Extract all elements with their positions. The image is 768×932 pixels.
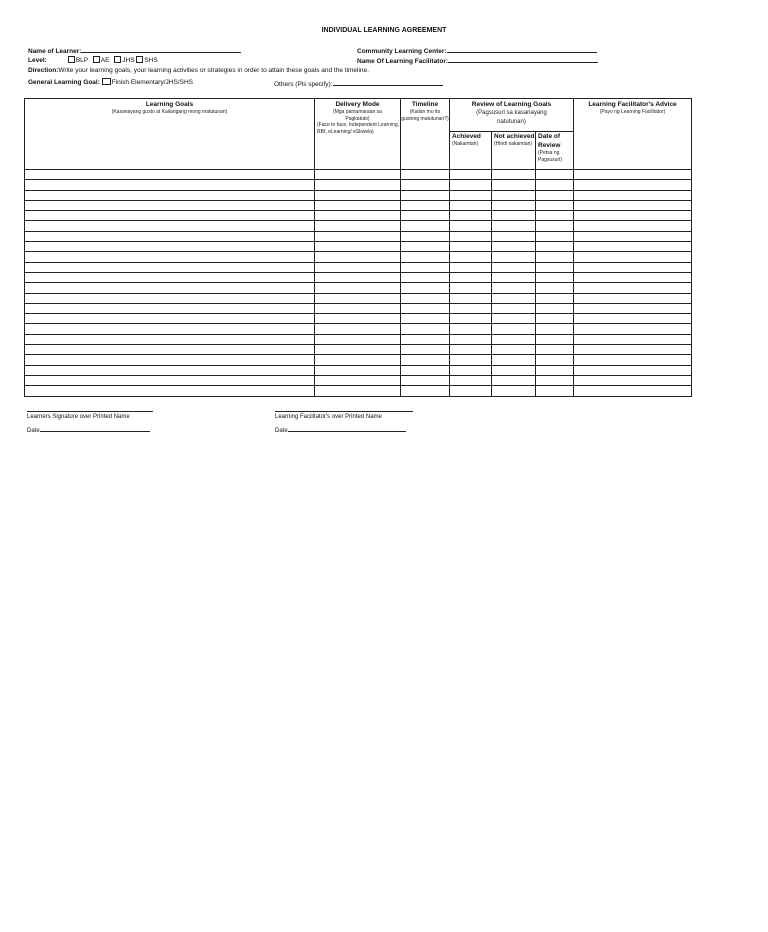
table-cell[interactable] bbox=[450, 283, 492, 293]
level-option-jhs: JHS bbox=[122, 57, 135, 64]
table-cell[interactable] bbox=[574, 324, 692, 334]
clc-field[interactable] bbox=[447, 46, 597, 53]
table-cell[interactable] bbox=[450, 231, 492, 241]
table-cell[interactable] bbox=[492, 283, 536, 293]
table-cell[interactable] bbox=[450, 242, 492, 252]
col-header-learning-goals bbox=[25, 99, 315, 170]
not-achieved-heading: Not achieved bbox=[494, 133, 535, 140]
table-cell[interactable] bbox=[536, 324, 574, 334]
table-cell[interactable] bbox=[450, 180, 492, 190]
table-cell[interactable] bbox=[450, 252, 492, 262]
table-cell[interactable] bbox=[536, 170, 574, 180]
table-cell[interactable] bbox=[492, 231, 536, 241]
timeline-heading: Timeline bbox=[411, 101, 439, 108]
advice-heading: Learning Facilitator's Advice bbox=[588, 101, 677, 108]
table-cell[interactable] bbox=[536, 345, 574, 355]
table-cell[interactable] bbox=[315, 365, 401, 375]
table-cell[interactable] bbox=[536, 242, 574, 252]
others-label: Others (Pls specify): bbox=[274, 81, 333, 88]
table-cell[interactable] bbox=[315, 324, 401, 334]
table-cell[interactable] bbox=[401, 345, 450, 355]
table-cell[interactable] bbox=[574, 334, 692, 344]
not-achieved-subheading: (Hindi nakamtan) bbox=[494, 141, 533, 147]
table-cell[interactable] bbox=[401, 314, 450, 324]
table-cell[interactable] bbox=[536, 190, 574, 200]
table-row bbox=[25, 314, 692, 324]
table-cell[interactable] bbox=[25, 211, 315, 221]
table-row bbox=[25, 180, 692, 190]
timeline-subheading: (Kailan mo ito gustong matutunan?) bbox=[401, 109, 449, 122]
table-cell[interactable] bbox=[574, 283, 692, 293]
table-row bbox=[25, 283, 692, 293]
direction-text: Write your learning goals, your learning activities or strategies in order to attain these goals and the timeline. bbox=[58, 67, 369, 74]
table-cell[interactable] bbox=[450, 375, 492, 385]
table-cell[interactable] bbox=[315, 170, 401, 180]
table-cell[interactable] bbox=[536, 375, 574, 385]
learning-goals-subheading: (Kasanayang gusto at Kailangang mong matutunan) bbox=[111, 109, 228, 115]
table-cell[interactable] bbox=[574, 365, 692, 375]
table-row bbox=[25, 375, 692, 385]
table-cell[interactable] bbox=[25, 200, 315, 210]
table-cell[interactable] bbox=[450, 365, 492, 375]
table-cell[interactable] bbox=[315, 293, 401, 303]
table-row bbox=[25, 334, 692, 344]
facilitator-row bbox=[357, 56, 598, 65]
table-cell[interactable] bbox=[574, 211, 692, 221]
table-cell[interactable] bbox=[450, 262, 492, 272]
table-cell[interactable] bbox=[25, 365, 315, 375]
table-row bbox=[25, 170, 692, 180]
table-cell[interactable] bbox=[25, 324, 315, 334]
table-cell[interactable] bbox=[450, 200, 492, 210]
table-cell[interactable] bbox=[401, 180, 450, 190]
table-cell[interactable] bbox=[401, 375, 450, 385]
table-cell[interactable] bbox=[536, 334, 574, 344]
table-cell[interactable] bbox=[450, 345, 492, 355]
table-cell[interactable] bbox=[536, 365, 574, 375]
table-cell[interactable] bbox=[450, 211, 492, 221]
table-cell[interactable] bbox=[574, 314, 692, 324]
table-cell[interactable] bbox=[574, 293, 692, 303]
table-cell[interactable] bbox=[25, 252, 315, 262]
learner-signature-line bbox=[27, 411, 153, 412]
table-cell[interactable] bbox=[536, 283, 574, 293]
table-row bbox=[25, 200, 692, 210]
learning-agreement-table bbox=[24, 98, 692, 397]
table-cell[interactable] bbox=[401, 231, 450, 241]
achieved-subheading: (Nakamtan) bbox=[452, 141, 479, 147]
table-cell[interactable] bbox=[536, 355, 574, 365]
table-cell[interactable] bbox=[492, 190, 536, 200]
table-cell[interactable] bbox=[401, 221, 450, 231]
table-cell[interactable] bbox=[450, 221, 492, 231]
level-checkbox-blp[interactable] bbox=[68, 56, 75, 63]
facilitator-label: Name Of Learning Facilitator: bbox=[357, 58, 449, 65]
table-row bbox=[25, 365, 692, 375]
table-cell[interactable] bbox=[315, 252, 401, 262]
learner-date-field[interactable] bbox=[40, 425, 150, 432]
table-row bbox=[25, 355, 692, 365]
direction-label: Direction: bbox=[28, 67, 59, 74]
others-field[interactable] bbox=[333, 79, 443, 86]
table-cell[interactable] bbox=[492, 293, 536, 303]
table-cell[interactable] bbox=[450, 314, 492, 324]
table-cell[interactable] bbox=[315, 283, 401, 293]
table-cell[interactable] bbox=[25, 293, 315, 303]
table-row bbox=[25, 303, 692, 313]
table-cell[interactable] bbox=[315, 375, 401, 385]
table-cell[interactable] bbox=[315, 334, 401, 344]
table-cell[interactable] bbox=[450, 334, 492, 344]
table-cell[interactable] bbox=[536, 272, 574, 282]
table-cell[interactable] bbox=[25, 345, 315, 355]
delivery-mode-subheading: (Mga pamamaraan sa Pagkatuto) bbox=[333, 109, 382, 122]
col-header-date-review bbox=[536, 132, 574, 170]
table-cell[interactable] bbox=[492, 170, 536, 180]
table-cell[interactable] bbox=[536, 211, 574, 221]
table-row bbox=[25, 262, 692, 272]
col-header-achieved bbox=[450, 132, 492, 170]
table-cell[interactable] bbox=[450, 355, 492, 365]
table-cell[interactable] bbox=[536, 231, 574, 241]
facilitator-date-field[interactable] bbox=[288, 425, 406, 432]
table-cell[interactable] bbox=[401, 365, 450, 375]
table-cell[interactable] bbox=[492, 375, 536, 385]
table-cell[interactable] bbox=[492, 200, 536, 210]
table-cell[interactable] bbox=[574, 272, 692, 282]
table-cell[interactable] bbox=[25, 283, 315, 293]
table-cell[interactable] bbox=[536, 180, 574, 190]
direction-row bbox=[28, 67, 369, 74]
table-cell[interactable] bbox=[492, 211, 536, 221]
table-cell[interactable] bbox=[492, 303, 536, 313]
table-cell[interactable] bbox=[574, 190, 692, 200]
learning-goals-heading: Learning Goals bbox=[145, 101, 194, 108]
table-cell[interactable] bbox=[574, 170, 692, 180]
col-header-delivery-mode bbox=[315, 99, 401, 170]
table-cell[interactable] bbox=[25, 242, 315, 252]
table-cell[interactable] bbox=[401, 211, 450, 221]
table-cell[interactable] bbox=[574, 355, 692, 365]
table-cell[interactable] bbox=[315, 272, 401, 282]
table-cell[interactable] bbox=[315, 345, 401, 355]
col-header-timeline bbox=[401, 99, 450, 170]
table-cell[interactable] bbox=[315, 231, 401, 241]
table-cell[interactable] bbox=[401, 386, 450, 396]
table-cell[interactable] bbox=[315, 190, 401, 200]
level-label: Level: bbox=[28, 57, 47, 64]
table-cell[interactable] bbox=[401, 242, 450, 252]
table-cell[interactable] bbox=[401, 252, 450, 262]
review-heading: Review of Learning Goals bbox=[471, 101, 552, 108]
table-cell[interactable] bbox=[492, 386, 536, 396]
table-cell[interactable] bbox=[25, 190, 315, 200]
table-cell[interactable] bbox=[25, 303, 315, 313]
table-cell[interactable] bbox=[450, 190, 492, 200]
table-cell[interactable] bbox=[315, 314, 401, 324]
table-cell[interactable] bbox=[25, 170, 315, 180]
clc-row bbox=[357, 46, 597, 55]
level-option-ae: AE bbox=[100, 57, 110, 64]
table-cell[interactable] bbox=[401, 190, 450, 200]
table-cell[interactable] bbox=[492, 365, 536, 375]
table-cell[interactable] bbox=[25, 355, 315, 365]
table-cell[interactable] bbox=[401, 324, 450, 334]
table-cell[interactable] bbox=[536, 386, 574, 396]
date-review-subheading: (Petsa ng Pagsusuri) bbox=[538, 150, 562, 163]
table-cell[interactable] bbox=[574, 200, 692, 210]
table-cell[interactable] bbox=[492, 262, 536, 272]
achieved-heading: Achieved bbox=[452, 133, 481, 140]
table-cell[interactable] bbox=[574, 231, 692, 241]
table-cell[interactable] bbox=[315, 303, 401, 313]
col-header-review bbox=[450, 99, 574, 132]
document-title: INDIVIDUAL LEARNING AGREEMENT bbox=[321, 27, 447, 34]
facilitator-date-row bbox=[275, 425, 406, 434]
facilitator-field[interactable] bbox=[448, 56, 598, 63]
table-row bbox=[25, 221, 692, 231]
name-of-learner-label: Name of Learner: bbox=[28, 48, 82, 55]
table-cell[interactable] bbox=[25, 375, 315, 385]
table-cell[interactable] bbox=[315, 200, 401, 210]
table-cell[interactable] bbox=[536, 221, 574, 231]
table-cell[interactable] bbox=[450, 293, 492, 303]
table-cell[interactable] bbox=[401, 283, 450, 293]
table-cell[interactable] bbox=[401, 303, 450, 313]
table-cell[interactable] bbox=[574, 252, 692, 262]
table-cell[interactable] bbox=[401, 262, 450, 272]
facilitator-date-label: Date bbox=[275, 428, 288, 434]
col-header-not-achieved bbox=[492, 132, 536, 170]
table-cell[interactable] bbox=[401, 334, 450, 344]
table-cell[interactable] bbox=[574, 386, 692, 396]
table-cell[interactable] bbox=[25, 262, 315, 272]
name-of-learner-field[interactable] bbox=[81, 46, 241, 53]
advice-subheading: (Payo ng Learning Facilitator) bbox=[599, 109, 666, 115]
table-row bbox=[25, 293, 692, 303]
table-cell[interactable] bbox=[574, 262, 692, 272]
table-cell[interactable] bbox=[25, 231, 315, 241]
col-header-advice bbox=[574, 99, 692, 170]
table-cell[interactable] bbox=[315, 262, 401, 272]
table-cell[interactable] bbox=[536, 200, 574, 210]
learner-date-label: Date bbox=[27, 428, 40, 434]
table-cell[interactable] bbox=[450, 324, 492, 334]
learner-signature-label: Learners Signature over Printed Name bbox=[27, 414, 130, 420]
table-cell[interactable] bbox=[315, 242, 401, 252]
table-cell[interactable] bbox=[492, 221, 536, 231]
table-cell[interactable] bbox=[574, 242, 692, 252]
table-cell[interactable] bbox=[315, 386, 401, 396]
general-goal-row bbox=[28, 78, 193, 86]
table-cell[interactable] bbox=[401, 293, 450, 303]
table-cell[interactable] bbox=[492, 324, 536, 334]
table-cell[interactable] bbox=[315, 221, 401, 231]
level-checkbox-jhs[interactable] bbox=[114, 56, 121, 63]
table-cell[interactable] bbox=[492, 252, 536, 262]
table-row bbox=[25, 242, 692, 252]
table-cell[interactable] bbox=[25, 180, 315, 190]
table-row bbox=[25, 272, 692, 282]
table-row bbox=[25, 252, 692, 262]
table-cell[interactable] bbox=[315, 211, 401, 221]
level-checkbox-ae[interactable] bbox=[93, 56, 100, 63]
table-cell[interactable] bbox=[536, 262, 574, 272]
level-row bbox=[28, 56, 158, 64]
table-cell[interactable] bbox=[315, 180, 401, 190]
table-cell[interactable] bbox=[492, 355, 536, 365]
level-option-shs: SHS bbox=[144, 57, 158, 64]
table-cell[interactable] bbox=[401, 272, 450, 282]
table-cell[interactable] bbox=[401, 355, 450, 365]
facilitator-signature-label: Learning Facilitator's over Printed Name bbox=[275, 414, 382, 420]
table-row bbox=[25, 211, 692, 221]
table-cell[interactable] bbox=[315, 355, 401, 365]
table-cell[interactable] bbox=[401, 170, 450, 180]
table-cell[interactable] bbox=[450, 386, 492, 396]
table-cell[interactable] bbox=[492, 314, 536, 324]
table-cell[interactable] bbox=[492, 180, 536, 190]
table-cell[interactable] bbox=[450, 170, 492, 180]
table-cell[interactable] bbox=[536, 252, 574, 262]
table-cell[interactable] bbox=[574, 180, 692, 190]
table-row bbox=[25, 231, 692, 241]
table-cell[interactable] bbox=[536, 303, 574, 313]
table-row bbox=[25, 345, 692, 355]
table-row bbox=[25, 386, 692, 396]
table-body bbox=[25, 170, 692, 397]
table-cell[interactable] bbox=[25, 386, 315, 396]
table-cell[interactable] bbox=[574, 375, 692, 385]
table-cell[interactable] bbox=[25, 272, 315, 282]
goal-option-text: Finish Elementary/JHS/SHS bbox=[111, 79, 193, 86]
table-cell[interactable] bbox=[25, 221, 315, 231]
table-cell[interactable] bbox=[25, 314, 315, 324]
table-row bbox=[25, 190, 692, 200]
clc-label: Community Learning Center: bbox=[357, 48, 447, 55]
table-cell[interactable] bbox=[574, 303, 692, 313]
level-option-blp: BLP bbox=[75, 57, 88, 64]
delivery-mode-heading: Delivery Mode bbox=[335, 101, 380, 108]
review-subheading: (Pagsusuri sa kasanayang natutunan) bbox=[476, 110, 547, 125]
level-checkbox-shs[interactable] bbox=[136, 56, 143, 63]
general-goal-label: General Learning Goal: bbox=[28, 79, 100, 86]
table-cell[interactable] bbox=[492, 242, 536, 252]
date-review-heading: Date of Review bbox=[538, 133, 561, 149]
learner-date-row bbox=[27, 425, 150, 434]
goal-checkbox[interactable] bbox=[102, 78, 111, 85]
table-cell[interactable] bbox=[492, 345, 536, 355]
table-row bbox=[25, 324, 692, 334]
name-of-learner-row bbox=[28, 46, 241, 55]
table-cell[interactable] bbox=[574, 221, 692, 231]
facilitator-signature-line bbox=[275, 411, 413, 412]
table-cell[interactable] bbox=[536, 314, 574, 324]
table-cell[interactable] bbox=[25, 334, 315, 344]
others-row bbox=[274, 79, 443, 88]
table-cell[interactable] bbox=[450, 272, 492, 282]
table-cell[interactable] bbox=[492, 272, 536, 282]
table-cell[interactable] bbox=[401, 200, 450, 210]
table-cell[interactable] bbox=[536, 293, 574, 303]
delivery-mode-detail: (Face to face, Independent Learning, RBI, eLearning/ eSkwela) bbox=[317, 122, 400, 135]
table-cell[interactable] bbox=[492, 334, 536, 344]
table-cell[interactable] bbox=[450, 303, 492, 313]
table-cell[interactable] bbox=[574, 345, 692, 355]
